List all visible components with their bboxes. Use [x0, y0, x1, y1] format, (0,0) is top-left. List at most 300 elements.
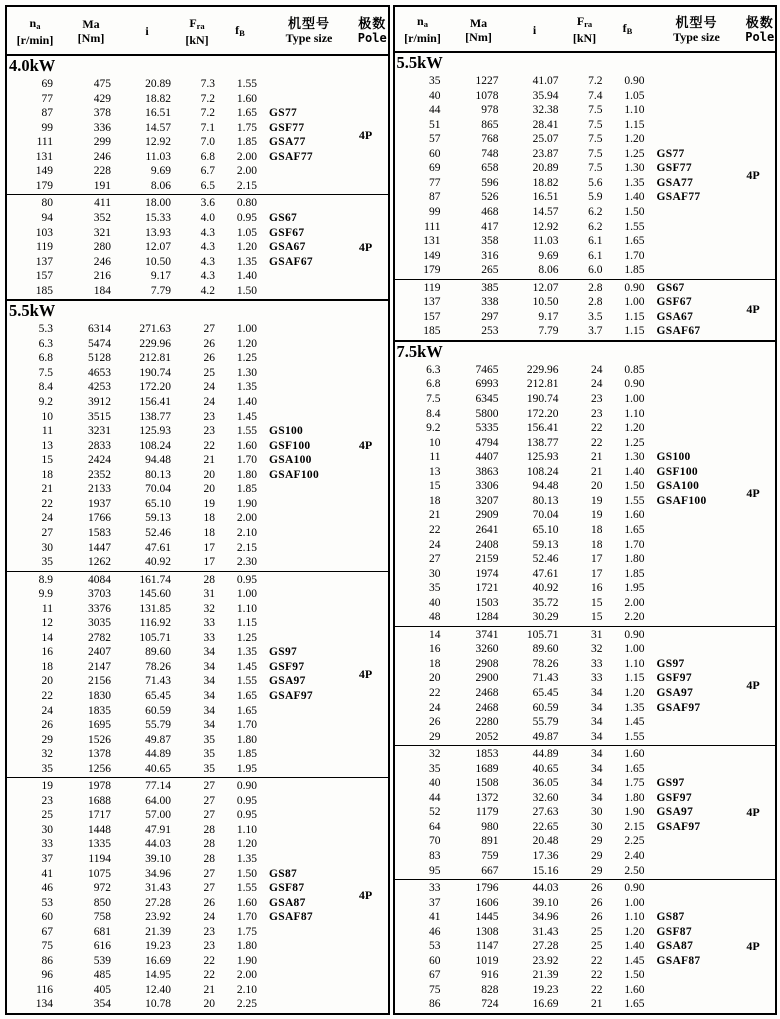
cell-speed: 64 — [429, 820, 441, 833]
cell-service-factor: 1.10 — [624, 407, 645, 420]
cell-radial-force: 34 — [591, 777, 603, 790]
cell-ratio: 31.43 — [145, 882, 171, 895]
table-row — [395, 190, 732, 205]
col-header-speed: $n_a$ [r/min] — [404, 14, 441, 46]
cell-type-size — [263, 410, 344, 425]
cell-ratio: 14.95 — [145, 969, 171, 982]
cell-service-factor: 2.00 — [236, 512, 257, 525]
cell-type-size: GSA87 — [269, 896, 306, 909]
cell-service-factor: 1.85 — [236, 136, 257, 149]
cell-type-size — [263, 555, 344, 570]
table-row — [7, 660, 344, 675]
table-row — [7, 284, 344, 299]
cell-speed: 185 — [35, 284, 53, 297]
cell-radial-force: 32 — [203, 602, 215, 615]
table-row — [7, 240, 344, 255]
cell-type-size — [651, 997, 732, 1012]
cell-speed: 51 — [429, 118, 441, 131]
cell-torque: 246 — [93, 150, 111, 163]
cell-type-size — [263, 997, 344, 1012]
cell-radial-force: 33 — [591, 672, 603, 685]
cell-type-size: GSF97 — [656, 791, 692, 804]
cell-speed: 86 — [429, 998, 441, 1011]
cell-type-size — [651, 881, 732, 896]
pole-badge: 4P — [746, 678, 760, 693]
cell-radial-force: 4.3 — [200, 226, 215, 239]
cell-speed: 24 — [41, 704, 53, 717]
cell-service-factor: 1.90 — [236, 497, 257, 510]
cell-service-factor: 1.35 — [236, 646, 257, 659]
cell-torque: 2468 — [475, 701, 499, 714]
cell-radial-force: 3.6 — [200, 197, 215, 210]
cell-torque: 2908 — [475, 657, 499, 670]
table-row — [7, 351, 344, 366]
table-row — [395, 864, 732, 879]
cell-type-size — [263, 939, 344, 954]
cell-service-factor: 1.55 — [624, 730, 645, 743]
cell-service-factor: 1.65 — [236, 107, 257, 120]
cell-service-factor: 0.90 — [624, 75, 645, 88]
table-row — [7, 779, 344, 794]
cell-radial-force: 18 — [203, 526, 215, 539]
cell-speed: 48 — [429, 611, 441, 624]
cell-torque: 2280 — [475, 716, 499, 729]
cell-service-factor: 1.50 — [236, 284, 257, 297]
cell-service-factor: 1.70 — [624, 538, 645, 551]
cell-service-factor: 1.30 — [236, 366, 257, 379]
cell-type-size — [651, 205, 732, 220]
table-row — [395, 74, 732, 89]
cell-torque: 724 — [481, 998, 499, 1011]
cell-type-size — [263, 631, 344, 646]
table-row — [7, 366, 344, 381]
cell-service-factor: 1.50 — [624, 480, 645, 493]
cell-speed: 37 — [41, 852, 53, 865]
cell-type-size: GSAF100 — [269, 468, 320, 481]
cell-speed: 30 — [41, 823, 53, 836]
cell-service-factor: 1.95 — [236, 762, 257, 775]
cell-speed: 27 — [429, 553, 441, 566]
col-header-type-size: 机型号 Type size — [673, 14, 720, 44]
cell-ratio: 70.04 — [532, 509, 559, 522]
cell-ratio: 64.00 — [145, 794, 171, 807]
table-row — [7, 511, 344, 526]
cell-type-size — [651, 132, 732, 147]
table-row — [395, 805, 732, 820]
table-row — [7, 704, 344, 719]
cell-torque: 3376 — [88, 602, 111, 615]
table-row — [395, 147, 732, 162]
cell-ratio: 21.39 — [145, 925, 171, 938]
cell-torque: 768 — [481, 133, 499, 146]
gear-block — [395, 745, 776, 879]
col-header-torque: Ma [Nm] — [465, 15, 492, 44]
cell-type-size — [263, 284, 344, 299]
cell-torque: 2641 — [475, 523, 499, 536]
cell-speed: 111 — [424, 220, 441, 233]
table-row — [395, 421, 732, 436]
cell-type-size: GSF100 — [656, 465, 698, 478]
cell-torque: 316 — [481, 249, 499, 262]
table-row — [7, 541, 344, 556]
cell-speed: 35 — [429, 762, 441, 775]
cell-service-factor: 1.20 — [624, 686, 645, 699]
cell-radial-force: 29 — [591, 835, 603, 848]
cell-torque: 1853 — [475, 748, 499, 761]
cell-service-factor: 2.00 — [236, 165, 257, 178]
col-header-torque: Ma [Nm] — [77, 17, 105, 46]
cell-speed: 25 — [41, 809, 53, 822]
cell-service-factor: 2.20 — [624, 611, 645, 624]
cell-type-size: GSAF67 — [269, 255, 313, 268]
table-row — [395, 596, 732, 611]
cell-radial-force: 20 — [203, 483, 215, 496]
cell-service-factor: 1.75 — [624, 777, 645, 790]
table-row — [395, 450, 732, 465]
cell-torque: 2407 — [88, 646, 111, 659]
cell-ratio: 145.60 — [139, 588, 171, 601]
cell-type-size — [651, 983, 732, 998]
cell-speed: 60 — [429, 954, 441, 967]
cell-speed: 18 — [41, 468, 53, 481]
cell-speed: 29 — [429, 730, 441, 743]
cell-type-size — [651, 538, 732, 553]
cell-type-size — [651, 421, 732, 436]
power-section-heading: 5.5kW — [9, 301, 56, 321]
cell-radial-force: 20 — [203, 468, 215, 481]
table-row — [395, 465, 732, 480]
cell-radial-force: 27 — [203, 867, 215, 880]
cell-ratio: 11.03 — [533, 235, 559, 248]
gear-block — [395, 279, 776, 340]
cell-type-size: GSA77 — [656, 176, 694, 189]
cell-torque: 828 — [481, 983, 499, 996]
power-section — [395, 53, 776, 340]
cell-speed: 6.8 — [426, 378, 441, 391]
cell-speed: 11 — [429, 451, 441, 464]
cell-torque: 1284 — [475, 611, 499, 624]
cell-speed: 149 — [423, 249, 441, 262]
cell-radial-force: 28 — [203, 823, 215, 836]
cell-service-factor: 1.25 — [236, 352, 257, 365]
cell-speed: 5.3 — [38, 323, 53, 336]
cell-speed: 22 — [429, 523, 441, 536]
cell-type-size: GSA97 — [656, 806, 694, 819]
table-header — [395, 7, 776, 53]
cell-radial-force: 18 — [591, 523, 603, 536]
cell-ratio: 44.89 — [145, 748, 171, 761]
cell-speed: 131 — [35, 150, 53, 163]
cell-torque: 748 — [481, 147, 499, 160]
cell-type-size — [263, 482, 344, 497]
table-row — [7, 150, 344, 165]
gear-block — [395, 879, 776, 1013]
cell-torque: 758 — [93, 911, 111, 924]
cell-ratio: 27.63 — [532, 806, 559, 819]
cell-service-factor: 1.00 — [624, 296, 645, 309]
cell-service-factor: 1.15 — [624, 118, 645, 131]
cell-ratio: 28.41 — [532, 118, 559, 131]
col-header-radial-force: $F_{ra}$ [kN] — [572, 14, 597, 46]
cell-service-factor: 2.15 — [236, 179, 257, 192]
cell-torque: 385 — [481, 281, 499, 294]
cell-service-factor: 1.80 — [624, 553, 645, 566]
cell-type-size: GS97 — [656, 657, 685, 670]
table-row — [395, 762, 732, 777]
cell-type-size: GSF97 — [656, 672, 692, 685]
cell-torque: 191 — [93, 179, 111, 192]
gear-block — [7, 571, 388, 778]
cell-radial-force: 26 — [591, 911, 603, 924]
cell-torque: 429 — [93, 92, 111, 105]
cell-type-size: GS87 — [269, 867, 298, 880]
cell-ratio: 271.63 — [139, 323, 171, 336]
table-row — [395, 407, 732, 422]
cell-type-size: GSAF87 — [269, 911, 313, 924]
cell-service-factor: 1.40 — [624, 191, 645, 204]
spec-table-left — [5, 5, 390, 1015]
cell-ratio: 40.92 — [145, 556, 171, 569]
cell-ratio: 212.81 — [139, 352, 171, 365]
col-header-service-factor: $f_B$ — [235, 22, 245, 38]
cell-service-factor: 1.55 — [236, 78, 257, 91]
cell-type-size — [651, 610, 732, 625]
cell-speed: 24 — [429, 538, 441, 551]
cell-ratio: 13.93 — [145, 226, 171, 239]
cell-ratio: 12.40 — [145, 983, 171, 996]
table-row — [395, 776, 732, 791]
pole-badge: 4P — [746, 805, 760, 820]
table-row — [7, 762, 344, 777]
cell-torque: 916 — [481, 969, 499, 982]
cell-ratio: 70.04 — [145, 483, 171, 496]
table-row — [395, 896, 732, 911]
cell-service-factor: 1.20 — [236, 241, 257, 254]
cell-service-factor: 1.10 — [236, 602, 257, 615]
cell-ratio: 71.43 — [145, 675, 171, 688]
table-row — [395, 363, 732, 378]
cell-torque: 5128 — [88, 352, 111, 365]
cell-ratio: 9.17 — [150, 270, 171, 283]
cell-torque: 354 — [93, 998, 111, 1011]
cell-ratio: 94.48 — [145, 454, 171, 467]
cell-radial-force: 4.0 — [200, 212, 215, 225]
cell-speed: 60 — [429, 147, 441, 160]
cell-ratio: 47.91 — [145, 823, 171, 836]
cell-ratio: 25.07 — [532, 133, 559, 146]
table-row — [7, 852, 344, 867]
table-row — [7, 482, 344, 497]
cell-torque: 681 — [93, 925, 111, 938]
cell-radial-force: 3.7 — [588, 325, 603, 338]
cell-speed: 86 — [41, 954, 53, 967]
cell-radial-force: 21 — [591, 998, 603, 1011]
cell-ratio: 34.96 — [145, 867, 171, 880]
cell-type-size — [651, 628, 732, 643]
cell-ratio: 16.51 — [532, 191, 559, 204]
cell-torque: 1262 — [88, 556, 111, 569]
cell-speed: 26 — [429, 716, 441, 729]
cell-radial-force: 34 — [591, 748, 603, 761]
cell-type-size — [263, 794, 344, 809]
pole-badge: 4P — [746, 168, 760, 183]
cell-radial-force: 34 — [203, 689, 215, 702]
cell-radial-force: 33 — [203, 631, 215, 644]
table-row — [7, 196, 344, 211]
cell-type-size — [263, 602, 344, 617]
cell-type-size: GSA97 — [656, 686, 694, 699]
table-row — [7, 573, 344, 588]
cell-type-size: GS77 — [656, 147, 685, 160]
cell-radial-force: 34 — [591, 686, 603, 699]
table-row — [395, 657, 732, 672]
cell-torque: 297 — [481, 310, 499, 323]
table-row — [7, 77, 344, 92]
cell-service-factor: 0.90 — [624, 882, 645, 895]
cell-ratio: 12.92 — [532, 220, 559, 233]
cell-ratio: 172.20 — [526, 407, 559, 420]
cell-radial-force: 3.5 — [588, 310, 603, 323]
cell-type-size — [263, 380, 344, 395]
cell-service-factor: 1.55 — [624, 494, 645, 507]
cell-service-factor: 1.10 — [624, 104, 645, 117]
cell-speed: 7.5 — [38, 366, 53, 379]
cell-radial-force: 7.2 — [200, 107, 215, 120]
cell-radial-force: 30 — [591, 820, 603, 833]
cell-type-size — [651, 363, 732, 378]
cell-radial-force: 24 — [591, 363, 603, 376]
cell-speed: 87 — [41, 107, 53, 120]
cell-torque: 2833 — [88, 439, 111, 452]
cell-torque: 5800 — [475, 407, 499, 420]
cell-ratio: 23.92 — [532, 954, 559, 967]
table-row — [7, 939, 344, 954]
cell-ratio: 65.45 — [145, 689, 171, 702]
cell-speed: 40 — [429, 596, 441, 609]
cell-torque: 526 — [481, 191, 499, 204]
table-row — [395, 176, 732, 191]
cell-radial-force: 22 — [203, 954, 215, 967]
cell-speed: 157 — [423, 310, 441, 323]
cell-torque: 1974 — [475, 567, 499, 580]
cell-service-factor: 1.70 — [236, 454, 257, 467]
table-row — [395, 281, 732, 296]
cell-speed: 20 — [429, 672, 441, 685]
cell-speed: 30 — [41, 541, 53, 554]
cell-radial-force: 19 — [203, 497, 215, 510]
cell-speed: 80 — [41, 197, 53, 210]
cell-radial-force: 34 — [203, 704, 215, 717]
cell-torque: 1447 — [88, 541, 111, 554]
cell-speed: 16 — [429, 643, 441, 656]
cell-speed: 24 — [41, 512, 53, 525]
cell-speed: 179 — [35, 179, 53, 192]
cell-ratio: 9.69 — [150, 165, 171, 178]
cell-radial-force: 24 — [591, 378, 603, 391]
cell-service-factor: 1.10 — [236, 823, 257, 836]
cell-ratio: 27.28 — [145, 896, 171, 909]
cell-torque: 3703 — [88, 588, 111, 601]
cell-service-factor: 1.60 — [624, 983, 645, 996]
cell-torque: 3912 — [88, 396, 111, 409]
cell-type-size — [263, 92, 344, 107]
cell-ratio: 14.57 — [532, 206, 559, 219]
cell-ratio: 10.78 — [145, 998, 171, 1011]
table-row — [7, 997, 344, 1012]
cell-speed: 116 — [36, 983, 53, 996]
cell-service-factor: 1.75 — [236, 925, 257, 938]
cell-ratio: 44.03 — [532, 882, 559, 895]
cell-type-size: GS67 — [269, 212, 298, 225]
cell-service-factor: 1.20 — [624, 133, 645, 146]
cell-type-size — [263, 837, 344, 852]
cell-type-size: GSAF100 — [656, 494, 707, 507]
cell-torque: 338 — [481, 296, 499, 309]
cell-radial-force: 24 — [203, 911, 215, 924]
cell-speed: 6.3 — [426, 363, 441, 376]
table-row — [395, 747, 732, 762]
cell-speed: 9.2 — [38, 396, 53, 409]
cell-ratio: 22.65 — [532, 820, 559, 833]
cell-ratio: 55.79 — [532, 716, 559, 729]
cell-torque: 1695 — [88, 719, 111, 732]
cell-ratio: 190.74 — [139, 366, 171, 379]
cell-type-size: GSA67 — [656, 310, 694, 323]
cell-torque: 228 — [93, 165, 111, 178]
table-row — [7, 135, 344, 150]
cell-ratio: 57.00 — [145, 809, 171, 822]
cell-type-size: GSA87 — [656, 940, 694, 953]
table-row — [395, 581, 732, 596]
cell-radial-force: 33 — [203, 617, 215, 630]
cell-speed: 20 — [41, 675, 53, 688]
cell-torque: 2468 — [475, 686, 499, 699]
cell-type-size: GSF67 — [269, 226, 305, 239]
cell-radial-force: 25 — [203, 366, 215, 379]
cell-radial-force: 34 — [203, 675, 215, 688]
cell-ratio: 80.13 — [145, 468, 171, 481]
table-row — [395, 205, 732, 220]
cell-radial-force: 20 — [203, 998, 215, 1011]
cell-type-size — [651, 436, 732, 451]
cell-ratio: 60.59 — [532, 701, 559, 714]
cell-service-factor: 1.65 — [624, 762, 645, 775]
cell-type-size — [263, 337, 344, 352]
cell-service-factor: 0.80 — [236, 197, 257, 210]
cell-type-size: GSAF97 — [656, 701, 701, 714]
gear-block — [7, 194, 388, 299]
cell-type-size: GSA97 — [269, 675, 306, 688]
cell-service-factor: 1.25 — [624, 436, 645, 449]
cell-service-factor: 1.40 — [236, 396, 257, 409]
col-header-pole: 极数 Pole — [745, 14, 775, 44]
pole-badge: 4P — [358, 666, 373, 681]
cell-radial-force: 21 — [203, 983, 215, 996]
cell-ratio: 125.93 — [526, 451, 559, 464]
table-row — [395, 103, 732, 118]
table-row — [7, 674, 344, 689]
cell-radial-force: 27 — [203, 323, 215, 336]
cell-ratio: 16.69 — [145, 954, 171, 967]
cell-speed: 157 — [35, 270, 53, 283]
cell-torque: 1796 — [475, 882, 499, 895]
table-row — [7, 453, 344, 468]
cell-torque: 4253 — [88, 381, 111, 394]
cell-ratio: 47.61 — [532, 567, 559, 580]
cell-ratio: 31.43 — [532, 925, 559, 938]
cell-speed: 46 — [429, 925, 441, 938]
cell-type-size: GSA67 — [269, 241, 306, 254]
